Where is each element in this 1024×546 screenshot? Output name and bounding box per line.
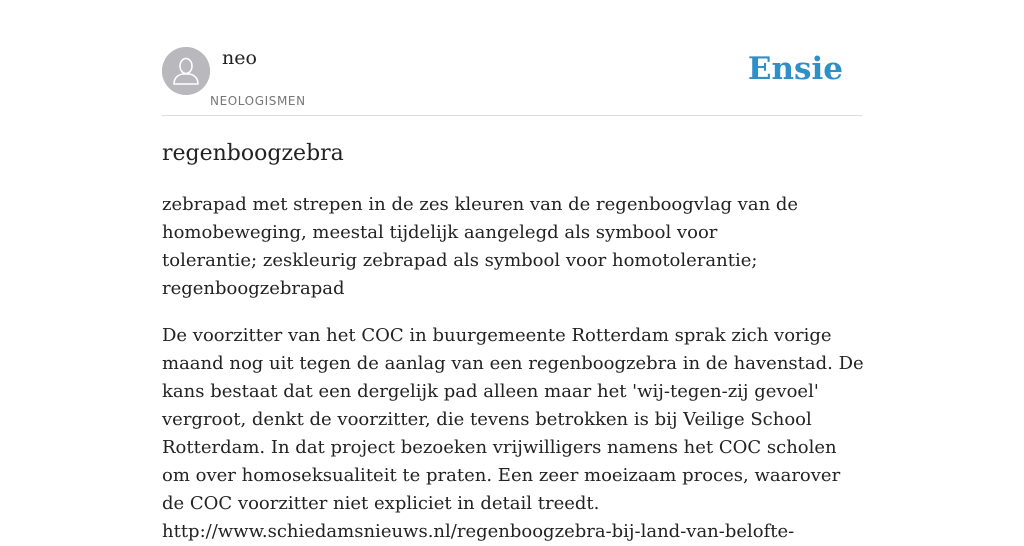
entry-content bbox=[162, 138, 866, 546]
author-avatar[interactable] bbox=[162, 47, 210, 95]
entry-term: regenboogzebra bbox=[162, 141, 344, 166]
source-link[interactable]: http://www.schiedamsnieuws.nl/regenboogzebra-bij-land-van-belofte- bbox=[162, 521, 795, 542]
example-text: De voorzitter van het COC in buurgemeente Rotterdam sprak zich vorige maand nog uit tegen de aanlag van een regenboogzebra in de havenstad. De kans bestaat dat een dergelijk pad alleen maar het 'wij-tegen-zij gevoel' vergroot, denkt de voorzitter, die tevens betrokken is bij Veilige School Rotterdam. In dat project bezoeken vrijwilligers namens het COC scholen om over homoseksualiteit te praten. Een zeer moeizaam proces, waarover de COC voorzitter niet expliciet in detail treedt. bbox=[162, 325, 864, 514]
author-name[interactable]: neo bbox=[222, 47, 257, 69]
brand-logo[interactable]: Ensie bbox=[747, 51, 843, 87]
entry-example bbox=[162, 322, 866, 546]
user-silhouette-icon bbox=[162, 47, 210, 95]
category-label[interactable]: NEOLOGISMEN bbox=[210, 94, 306, 108]
header bbox=[162, 0, 862, 116]
entry-definition: zebrapad met strepen in de zes kleuren van de regenboogvlag van de homobeweging, meestal tijdelijk aangelegd als symbool voor tolerantie; zeskleurig zebrapad als symbool voor homotolerantie; regenboogzebrapad bbox=[162, 194, 799, 299]
